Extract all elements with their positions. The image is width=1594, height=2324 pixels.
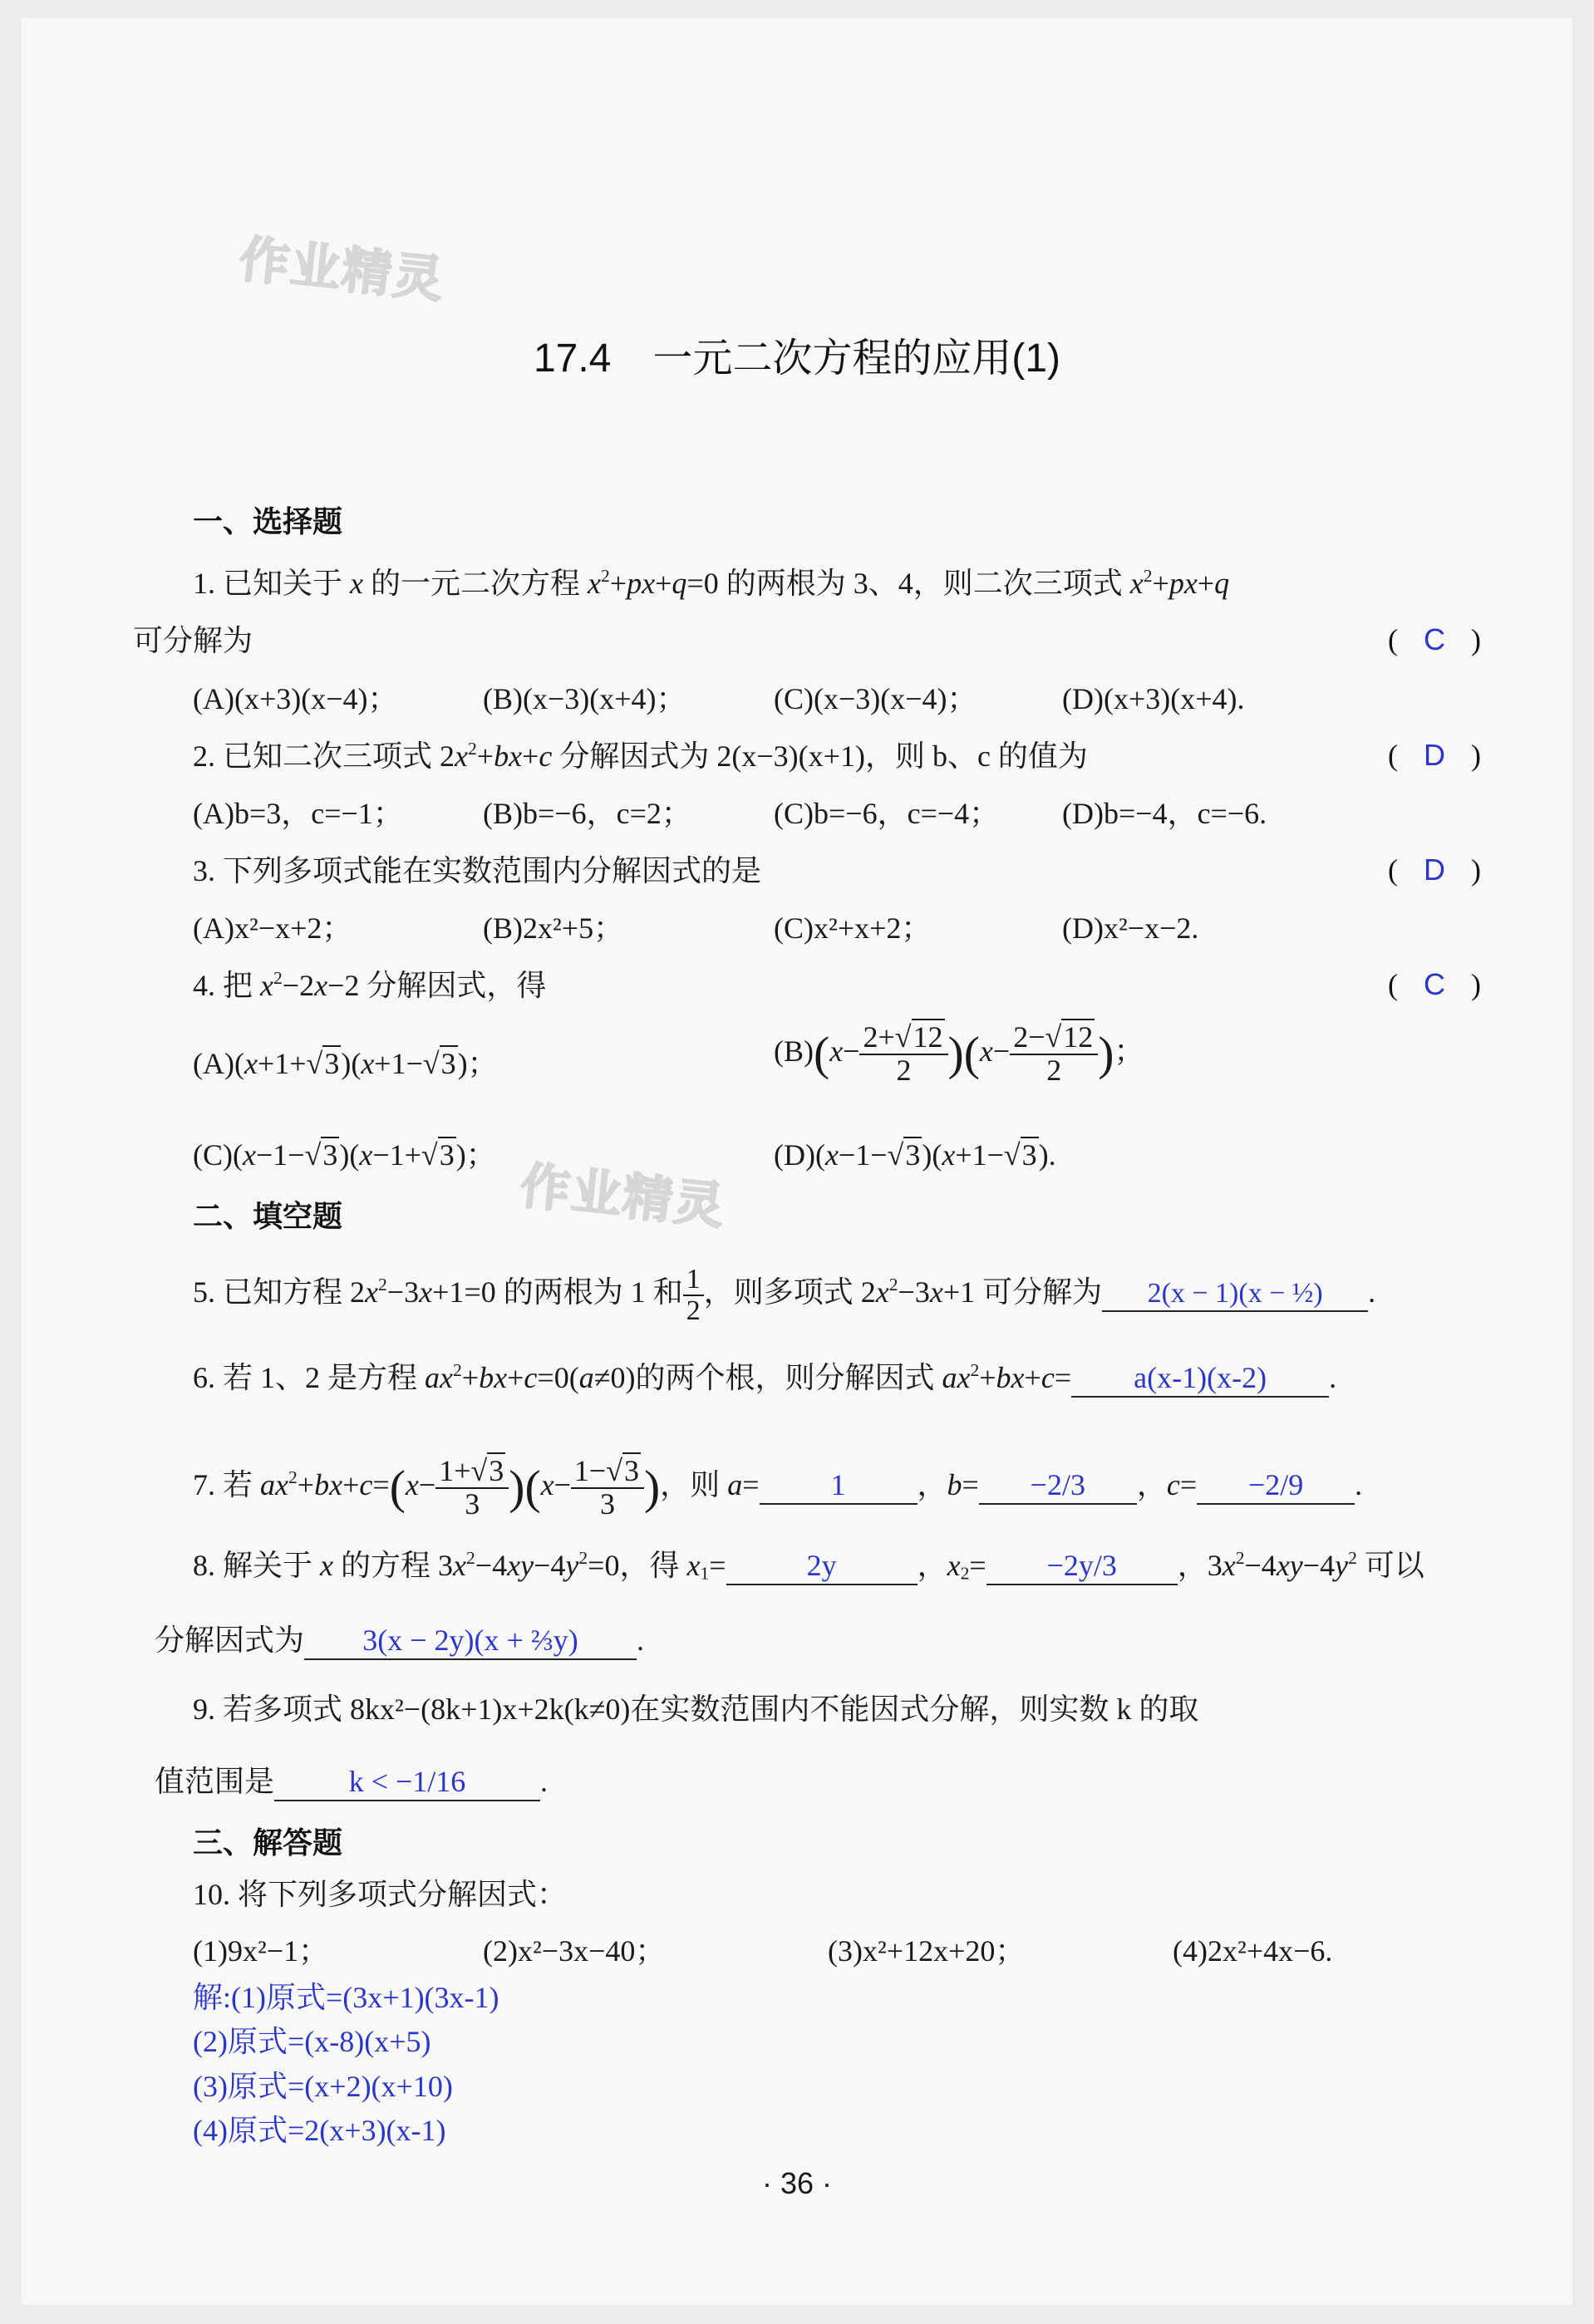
q1-option-c: (C)(x−3)(x−4)； [774, 682, 977, 715]
q10-item-2: (2)x²−3x−40； [483, 1934, 666, 1968]
section-heading-fill: 二、填空题 [193, 1199, 343, 1233]
q5-answer: 2(x − 1)(x − ½) [1147, 1277, 1323, 1309]
q6-answer: a(x-1)(x-2) [1134, 1361, 1267, 1394]
q2-option-c: (C)b=−6，c=−4； [774, 797, 1000, 830]
section-heading-choice: 一、选择题 [193, 504, 343, 538]
q7-answer-a: 1 [830, 1468, 846, 1502]
title-number: 17.4 [533, 337, 612, 381]
page-title [22, 326, 1572, 383]
section-heading-solve: 三、解答题 [193, 1825, 343, 1860]
q1-option-d: (D)(x+3)(x+4). [1062, 682, 1245, 715]
q2-answer-box: ( D ) [1388, 738, 1481, 772]
q10-item-4: (4)2x²+4x−6. [1173, 1934, 1333, 1968]
q4-option-d: (D)(x−1−√3)(x+1−√3). [774, 1138, 1056, 1172]
q2-option-b: (B)b=−6，c=2； [483, 797, 691, 830]
q10-item-3: (3)x²+12x+20； [828, 1934, 1026, 1968]
q7-answer-c: −2/9 [1247, 1468, 1304, 1502]
q3-answer-box: ( D ) [1388, 852, 1481, 887]
watermark-top: 作业精灵 [236, 230, 448, 310]
q1-answer-box: ( C ) [1388, 622, 1481, 656]
q3-option-a: (A)x²−x+2； [193, 911, 352, 945]
q4-option-c: (C)(x−1−√3)(x−1+√3)； [193, 1138, 496, 1172]
q4-option-b: (B)(x− $\frac{2+√12}{2}$ )(x− $\frac{2-√12}{2}$ )； [774, 1020, 1144, 1087]
page-number: · 36 · [761, 2166, 833, 2200]
q8-answer-x1: 2y [806, 1549, 837, 1582]
q3-option-b: (B)2x²+5； [483, 911, 624, 945]
q8-answer-x2: −2y/3 [1046, 1549, 1117, 1582]
title-text: 一元二次方程的应用(1) [652, 337, 1061, 381]
q2-option-d: (D)b=−4，c=−6. [1062, 797, 1267, 830]
q8-answer-factor: 3(x − 2y)(x + ⅔y) [362, 1624, 578, 1657]
q10-item-1: (1)9x²−1； [193, 1934, 329, 1968]
q2-option-a: (A)b=3，c=−1； [193, 797, 403, 830]
q1-option-a: (A)(x+3)(x−4)； [193, 682, 398, 715]
worksheet-page: 作业精灵 作业精灵 17.4 一元二次方程的应用(1) 一、选择题 1. 已知关于 x 的一元二次方程 $x^2+px+q=0$ 的两根为 3、4，则二次三项式 $x^2+px+q$ 可分解为 ( C ) (A)(x+3)(x−4)； (B)(x−3)(x+4)； (C)(x−3)(x−4)； (D)(x+3)(x+4). 2. 已知二次三项式 $2x^2+bx+c$ 分解因式为 2(x−3)(x+1)，则 b、c 的值为 ( D ) (A)b=3，c=−1； (B)b=−6，c=2； (C)b=−6，c=−4； (D)b=−4，c=−6. 3. 下列多项式能在实数范围内分解因式的是 ( D ) (A)x²−x+2； (B)2x²+5； (C)x²+x+2； (D)x²−x−2. 4. 把 $x^2-2x-2$ 分解因式，得 ( C ) (A)(x+1+√3)(x+1−√3)； (B)(x− $\frac{2+√12}{2}$ )(x− $\frac{2-√12}{2}$ )； (C)(x−1−√3)(x−1+√3)； (D)(x−1−√3)(x+1−√3). 二、填空题 5. 已知方程 $2x^2-3x+1=0$ 的两根为 1 和 $\frac{1}{2}$ ，则多项式 $2x^2-3x+1$ 可分解为 2(x − 1)(x − ½) . 6. 若 1、2 是方程 $ax^2+bx+c=0(a\ne 0)$的两个根，则分解因式 $ax^2+bx+c= a(x-1)(x-2)$ . 7. 若 $ax^2+bx+c=(x-$ $\frac{1+√3}{3}$ )(x− $\frac{1-√3}{3}$ )，则 a= 1 ，b= −2/3 ，c= −2/9 . 8. 解关于 x 的方程 $3x^2-4xy-4y^2=0$，得 $x_1= 2y$ ，$x_2= -2y/3$ ，$3x^2-4xy-4y^2$ 可以 分解因式为 3(x − 2y)(x + ⅔y) . 9. 若多项式 8kx²−(8k+1)x+2k(k≠0)在实数范围内不能因式分解，则实数 k 的取 值范围是 k < −1/16 . 三、解答题 10. 将下列多项式分解因式： (1)9x²−1； (2)x²−3x−40； (3)x²+12x+20； (4)2x²+4x−6. 解:(1)原式=(3x+1)(3x-1) (2)原式=(x-8)(x+5) (3)原式=(x+2)(x+10) (4)原式=2(x+3)(x-1) · 36 · [22, 18, 1572, 2305]
q2-answer: D [1424, 738, 1445, 772]
q3-option-d: (D)x²−x−2. [1062, 911, 1199, 945]
q4-option-a: (A)(x+1+√3)(x+1−√3)； [193, 1047, 498, 1080]
q4-answer-box: ( C ) [1388, 967, 1481, 1001]
q1-answer: C [1424, 622, 1445, 656]
q1-option-b: (B)(x−3)(x+4)； [483, 682, 686, 715]
q9-answer: k < −1/16 [348, 1765, 466, 1798]
q7-answer-b: −2/3 [1030, 1468, 1085, 1502]
q4-answer: C [1424, 967, 1445, 1001]
q3-option-c: (C)x²+x+2； [774, 911, 932, 945]
watermark-middle: 作业精灵 [517, 1157, 729, 1236]
q3-answer: D [1424, 852, 1445, 887]
